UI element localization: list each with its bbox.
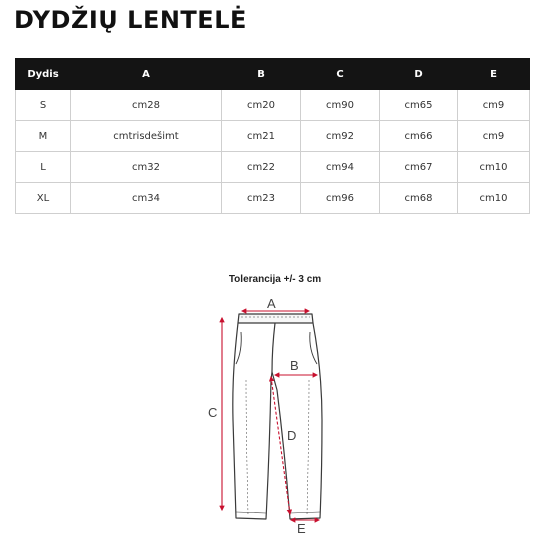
table-cell: cm28 [71, 90, 222, 121]
label-e: E [297, 521, 306, 536]
table-cell: cm68 [380, 183, 458, 214]
table-cell: cm9 [458, 121, 530, 152]
label-d: D [287, 428, 297, 443]
column-header-c: C [301, 59, 380, 90]
table-cell: cm23 [222, 183, 301, 214]
table-cell: cmtrisdešimt [71, 121, 222, 152]
column-header-size: Dydis [16, 59, 71, 90]
column-header-a: A [71, 59, 222, 90]
table-cell: cm96 [301, 183, 380, 214]
table-cell: cm21 [222, 121, 301, 152]
label-a: A [267, 296, 276, 311]
pants-outline [233, 314, 322, 519]
table-cell: cm9 [458, 90, 530, 121]
column-header-b: B [222, 59, 301, 90]
table-cell: cm67 [380, 152, 458, 183]
column-header-d: D [380, 59, 458, 90]
table-cell: XL [16, 183, 71, 214]
table-cell: cm94 [301, 152, 380, 183]
table-cell: L [16, 152, 71, 183]
table-cell: cm65 [380, 90, 458, 121]
label-c: C [208, 405, 218, 420]
column-header-e: E [458, 59, 530, 90]
table-cell: cm32 [71, 152, 222, 183]
table-cell: cm92 [301, 121, 380, 152]
table-cell: M [16, 121, 71, 152]
table-cell: cm90 [301, 90, 380, 121]
page-title: DYDŽIŲ LENTELĖ [14, 6, 247, 34]
label-b: B [290, 358, 299, 373]
table-cell: cm22 [222, 152, 301, 183]
table-cell: cm10 [458, 183, 530, 214]
table-cell: cm20 [222, 90, 301, 121]
table-cell: cm34 [71, 183, 222, 214]
table-cell: S [16, 90, 71, 121]
table-cell: cm66 [380, 121, 458, 152]
tolerance-caption: Tolerancija +/- 3 cm [228, 274, 322, 285]
table-cell: cm10 [458, 152, 530, 183]
